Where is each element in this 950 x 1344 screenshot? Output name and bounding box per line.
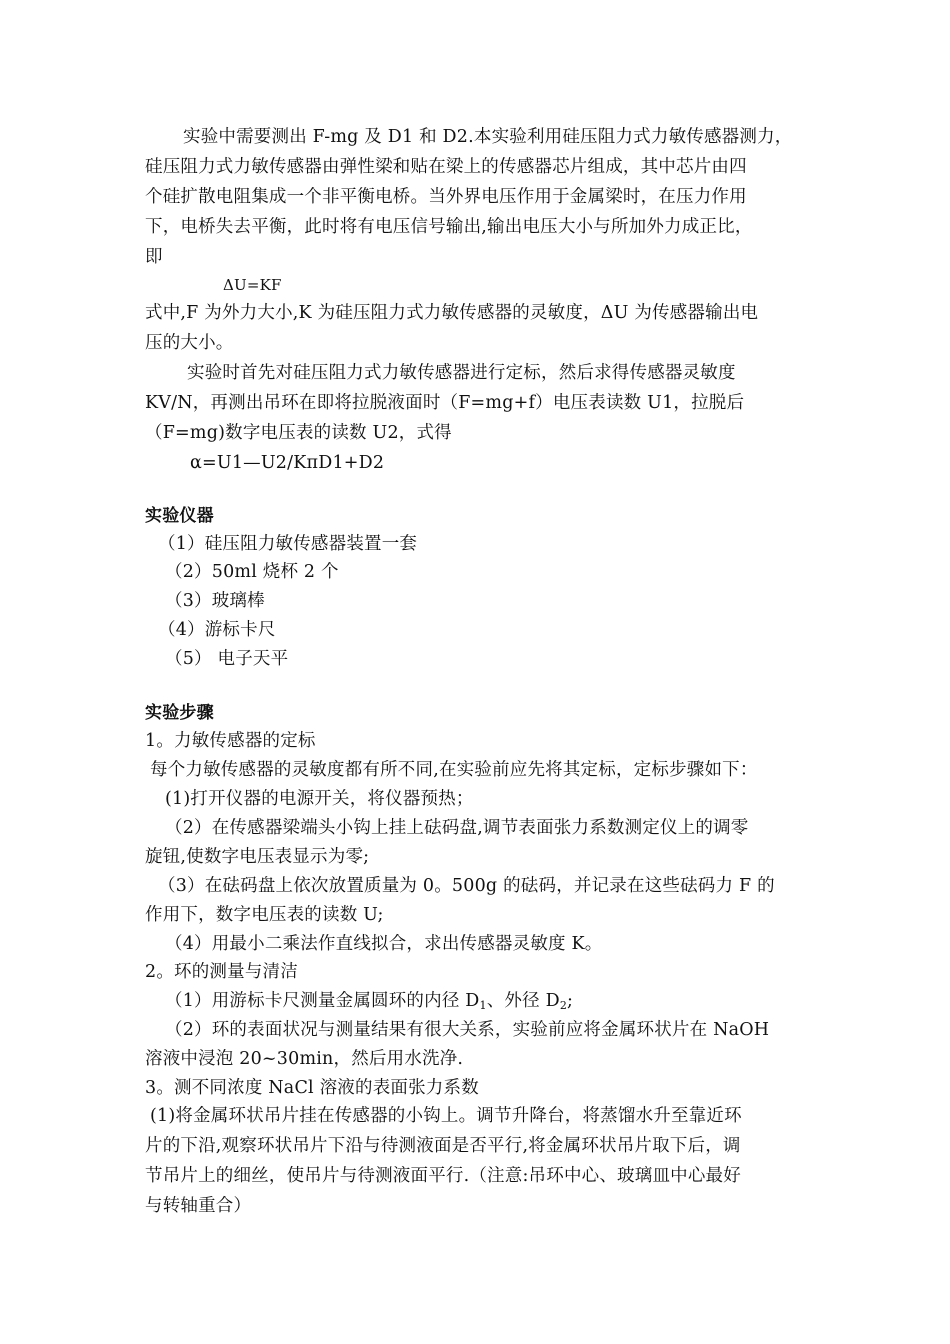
steps-heading: 实验步骤 <box>145 703 214 723</box>
step2-item-1-text-c: ; <box>567 991 574 1011</box>
intro-line-3: 个硅扩散电阻集成一个非平衡电桥。当外界电压作用于金属梁时，在压力作用 <box>145 187 747 207</box>
step3-item-1-line-2: 片的下沿,观察环状吊片下沿与待测液面是否平行,将金属环状吊片取下后，调 <box>145 1136 741 1156</box>
formula-delta-u: ΔU=KF <box>223 276 282 294</box>
step3-item-1-line-1: (1)将金属环状吊片挂在传感器的小钩上。调节升降台，将蒸馏水升至靠近环 <box>150 1106 742 1126</box>
instruments-heading: 实验仪器 <box>145 506 214 526</box>
step2-item-2-line-2: 溶液中浸泡 20~30min，然后用水洗净. <box>145 1049 464 1069</box>
step2-item-1-text-a: （1）用游标卡尺测量金属圆环的内径 D <box>165 991 480 1011</box>
step2-title: 2。环的测量与清洁 <box>145 962 298 982</box>
step3-title: 3。测不同浓度 NaCl 溶液的表面张力系数 <box>145 1078 479 1098</box>
step3-item-1-line-4: 与转轴重合） <box>145 1196 252 1216</box>
formula-alpha: α=U1—U2/KπD1+D2 <box>190 453 385 473</box>
calib-line-3: （F=mg)数字电压表的读数 U2，式得 <box>145 423 452 443</box>
intro-line-5: 即 <box>145 247 163 267</box>
step1-title: 1。力敏传感器的定标 <box>145 731 316 751</box>
step1-item-2-line-2: 旋钮,使数字电压表显示为零; <box>145 847 370 867</box>
intro-line-2: 硅压阻力式力敏传感器由弹性梁和贴在梁上的传感器芯片组成，其中芯片由四 <box>145 157 747 177</box>
step3-item-1-line-3: 节吊片上的细丝，使吊片与待测液面平行.（注意:吊环中心、玻璃皿中心最好 <box>145 1166 741 1186</box>
step1-item-3-line-1: （3）在砝码盘上依次放置质量为 0。500g 的砝码，并记录在这些砝码力 F 的 <box>158 876 775 896</box>
calib-line-1: 实验时首先对硅压阻力式力敏传感器进行定标，然后求得传感器灵敏度 <box>187 363 736 383</box>
instrument-item-4: （4）游标卡尺 <box>158 620 276 640</box>
step2-item-2-line-1: （2）环的表面状况与测量结果有很大关系，实验前应将金属环状片在 NaOH <box>165 1020 770 1040</box>
step1-item-1: (1)打开仪器的电源开关，将仪器预热； <box>165 789 474 809</box>
step2-item-1-text-b: 、外径 D <box>486 991 560 1011</box>
d1-subscript: 1 <box>479 999 487 1012</box>
d2-subscript: 2 <box>559 999 568 1012</box>
intro-line-1: 实验中需要测出 F-mg 及 D1 和 D2.本实验利用硅压阻力式力敏传感器测力， <box>183 127 793 147</box>
instrument-item-3: （3）玻璃棒 <box>165 591 265 611</box>
step1-item-2-line-1: （2）在传感器梁端头小钩上挂上砝码盘,调节表面张力系数测定仪上的调零 <box>165 818 749 838</box>
step1-item-3-line-2: 作用下，数字电压表的读数 U; <box>145 905 384 925</box>
calib-line-2: KV/N，再测出吊环在即将拉脱液面时（F=mg+f）电压表读数 U1，拉脱后 <box>145 393 745 413</box>
step2-item-1 <box>165 991 573 1016</box>
explain-line-1: 式中,F 为外力大小,K 为硅压阻力式力敏传感器的灵敏度，ΔU 为传感器输出电 <box>145 303 759 323</box>
instrument-item-2: （2）50ml 烧杯 2 个 <box>165 562 339 582</box>
step1-intro: 每个力敏传感器的灵敏度都有所不同,在实验前应先将其定标，定标步骤如下： <box>150 760 758 780</box>
step1-item-4: （4）用最小二乘法作直线拟合，求出传感器灵敏度 K。 <box>165 934 603 954</box>
intro-line-4: 下，电桥失去平衡，此时将有电压信号输出,输出电压大小与所加外力成正比， <box>145 217 753 237</box>
instrument-item-5: （5） 电子天平 <box>165 649 289 669</box>
instrument-item-1: （1）硅压阻力敏传感器装置一套 <box>158 534 418 554</box>
explain-line-2: 压的大小。 <box>145 333 234 353</box>
